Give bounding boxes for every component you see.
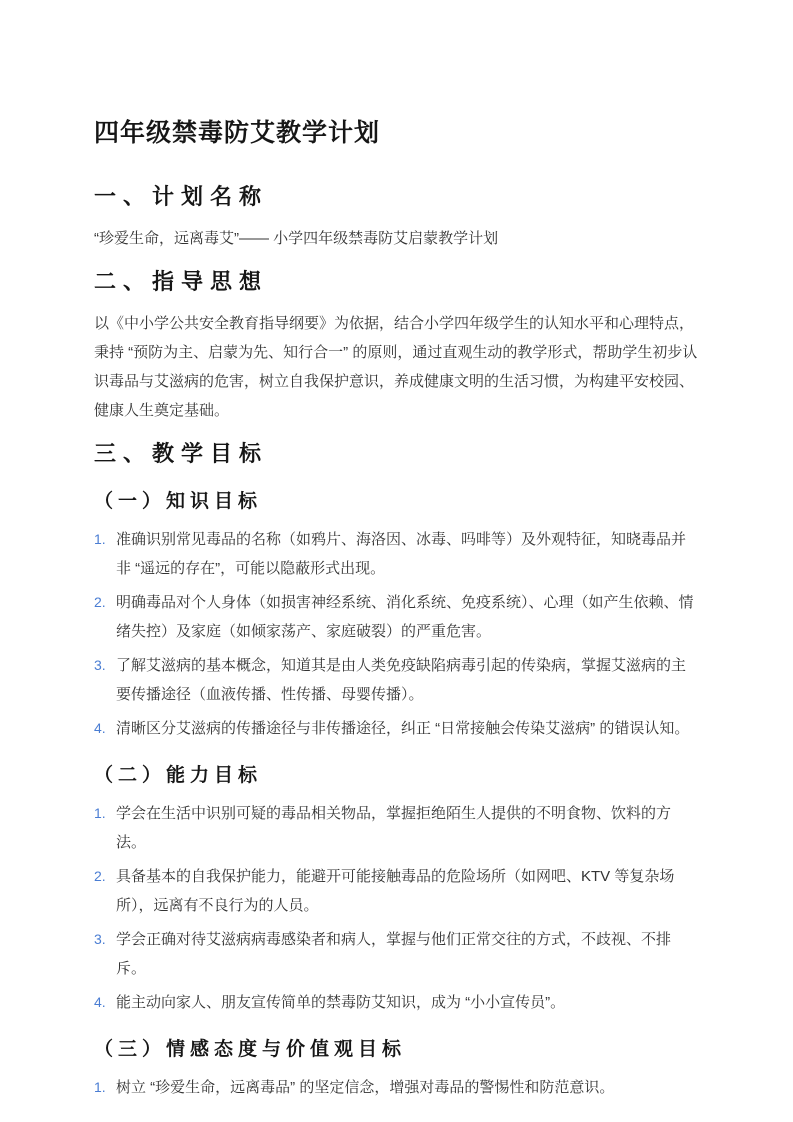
list-item [116, 799, 700, 857]
list-item [116, 988, 700, 1017]
knowledge-goals-list [94, 525, 700, 743]
section-heading-guiding-ideology: 二、指导思想 [94, 269, 269, 294]
ability-goals-list [94, 799, 700, 1017]
list-item-text: 准确识别常见毒品的名称（如鸦片、海洛因、冰毒、吗啡等）及外观特征，知晓毒品并非 “遥远的存在”，可能以隐蔽形式出现。 [116, 531, 687, 577]
subsection-heading-knowledge-goals: （一）知识目标 [94, 491, 263, 512]
list-item-text: 能主动向家人、朋友宣传简单的禁毒防艾知识，成为 “小小宣传员”。 [116, 994, 566, 1011]
section-heading-teaching-goals: 三、教学目标 [94, 441, 269, 466]
list-item-text: 树立 “珍爱生命，远离毒品” 的坚定信念，增强对毒品的警惕性和防范意识。 [116, 1079, 615, 1096]
attitude-values-goals-list [94, 1073, 700, 1102]
list-item-text: 了解艾滋病的基本概念，知道其是由人类免疫缺陷病毒引起的传染病，掌握艾滋病的主要传播途径（血液传播、性传播、母婴传播）。 [116, 657, 687, 703]
list-item [116, 651, 700, 709]
list-item-text: 学会在生活中识别可疑的毒品相关物品，掌握拒绝陌生人提供的不明食物、饮料的方法。 [116, 805, 672, 851]
subsection-heading-attitude-values-goals: （三）情感态度与价值观目标 [94, 1039, 407, 1060]
subsection-heading-ability-goals: （二）能力目标 [94, 765, 263, 786]
guiding-ideology-paragraph: 以《中小学公共安全教育指导纲要》为依据，结合小学四年级学生的认知水平和心理特点，秉持 “预防为主、启蒙为先、知行合一” 的原则，通过直观生动的教学形式，帮助学生初步认识毒品与艾滋病的危害，树立自我保护意识，养成健康文明的生活习惯，为构建平安校园、健康人生奠定基础。 [94, 315, 698, 419]
list-item-text: 学会正确对待艾滋病病毒感染者和病人，掌握与他们正常交往的方式，不歧视、不排斥。 [116, 931, 672, 977]
list-item-text: 清晰区分艾滋病的传播途径与非传播途径，纠正 “日常接触会传染艾滋病” 的错误认知。 [116, 720, 690, 737]
list-item [116, 925, 700, 983]
section-heading-plan-name: 一、计划名称 [94, 184, 269, 209]
list-item [116, 1073, 700, 1102]
list-item [116, 525, 700, 583]
list-item [116, 714, 700, 743]
list-item [116, 862, 700, 920]
plan-name-paragraph: “珍爱生命，远离毒艾”—— 小学四年级禁毒防艾启蒙教学计划 [94, 230, 499, 247]
list-item [116, 588, 700, 646]
document-title: 四年级禁毒防艾教学计划 [94, 119, 381, 147]
list-item-text: 明确毒品对个人身体（如损害神经系统、消化系统、免疫系统）、心理（如产生依赖、情绪失控）及家庭（如倾家荡产、家庭破裂）的严重危害。 [116, 594, 694, 640]
list-item-text: 具备基本的自我保护能力，能避开可能接触毒品的危险场所（如网吧、KTV 等复杂场所），远离有不良行为的人员。 [116, 868, 675, 914]
